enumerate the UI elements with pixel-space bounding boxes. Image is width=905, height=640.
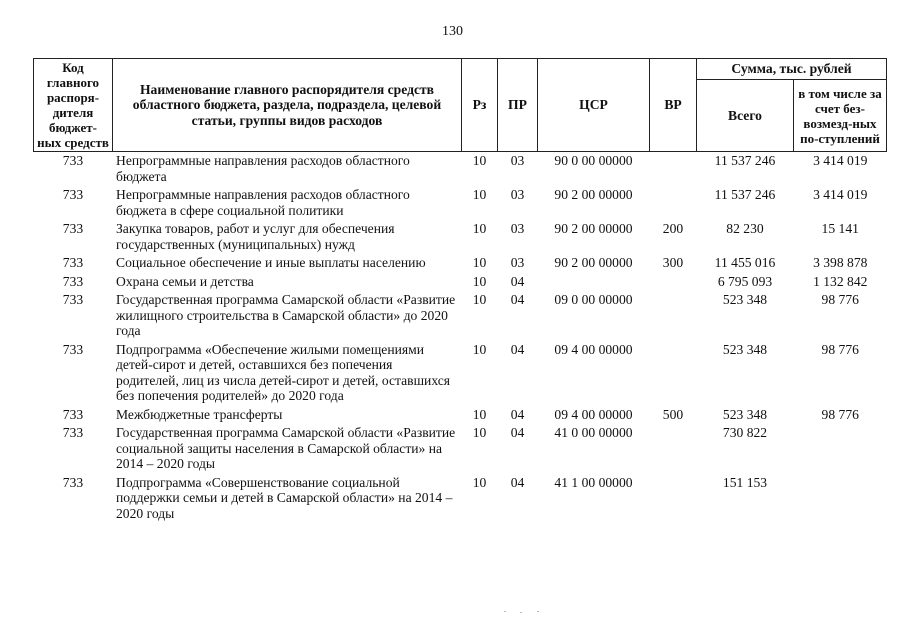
- header-name: Наименование главного распорядителя средств областного бюджета, раздела, подраздела, целевой статьи, группы видов расходов: [113, 59, 462, 152]
- row-csr: 09 4 00 00000: [554, 341, 633, 357]
- table-row: [34, 254, 887, 273]
- row-rz: 10: [472, 187, 487, 202]
- row-rz: 10: [472, 255, 487, 270]
- header-code: Код главного распоря-дителя бюджет-ных средств: [34, 59, 113, 152]
- row-csr: 90 2 00 00000: [554, 221, 633, 236]
- row-vr: [650, 273, 697, 292]
- table-row: [34, 291, 887, 341]
- row-free: 3 414 019: [813, 187, 868, 202]
- row-rz: 10: [472, 292, 487, 307]
- row-free: 98 776: [821, 292, 859, 307]
- row-free: 98 776: [821, 341, 859, 357]
- row-total: 730 822: [722, 425, 768, 440]
- row-pr: 04: [510, 425, 525, 440]
- row-vr: 500: [662, 406, 684, 422]
- scan-speck: [520, 612, 522, 613]
- row-code: 733: [62, 292, 84, 307]
- row-rz: 10: [472, 273, 487, 289]
- row-free: 98 776: [821, 406, 859, 422]
- row-name: Охрана семьи и детства: [116, 273, 254, 289]
- table-row: [34, 220, 887, 254]
- row-vr: [650, 474, 697, 524]
- row-pr: 04: [510, 273, 525, 289]
- row-free: 3 414 019: [813, 153, 868, 168]
- row-total: 151 153: [722, 474, 768, 490]
- row-csr: 09 4 00 00000: [554, 406, 633, 422]
- header-csr: ЦСР: [538, 59, 650, 152]
- table-row: [34, 341, 887, 406]
- row-name: Непрограммные направления расходов областного бюджета: [116, 153, 410, 184]
- scan-speck: [537, 611, 539, 612]
- row-total: 11 537 246: [714, 153, 776, 168]
- row-csr: 41 0 00 00000: [554, 425, 633, 440]
- row-pr: 03: [510, 221, 525, 236]
- row-rz: 10: [472, 425, 487, 440]
- row-vr: [650, 424, 697, 474]
- row-free: 15 141: [821, 221, 859, 236]
- row-rz: 10: [472, 221, 487, 236]
- table-row: [34, 424, 887, 474]
- row-code: 733: [62, 425, 84, 440]
- row-total: 523 348: [722, 341, 768, 357]
- row-total: 523 348: [722, 406, 768, 422]
- row-code: 733: [62, 341, 84, 357]
- row-pr: 04: [510, 406, 525, 422]
- row-csr: 90 2 00 00000: [554, 255, 633, 270]
- row-pr: 03: [510, 187, 525, 202]
- row-pr: 04: [510, 474, 525, 490]
- row-name: Непрограммные направления расходов областного бюджета в сфере социальной политики: [116, 187, 410, 218]
- table-row: [34, 406, 887, 425]
- row-vr: 200: [662, 221, 684, 236]
- row-name: Закупка товаров, работ и услуг для обеспечения государственных (муниципальных) нужд: [116, 221, 395, 252]
- row-pr: 04: [510, 292, 525, 307]
- row-name: Социальное обеспечение и иные выплаты населению: [116, 255, 426, 270]
- row-code: 733: [62, 187, 84, 202]
- row-pr: 03: [510, 153, 525, 168]
- row-vr: 300: [662, 255, 684, 270]
- row-free: [794, 474, 887, 524]
- row-csr: 90 2 00 00000: [554, 187, 633, 202]
- page-number: 130: [442, 24, 463, 39]
- table-body: [34, 152, 887, 524]
- row-name: Межбюджетные трансферты: [116, 406, 283, 422]
- header-pr: ПР: [498, 59, 538, 152]
- header-vr: ВР: [650, 59, 697, 152]
- table-row: [34, 186, 887, 220]
- row-vr: [650, 291, 697, 341]
- row-csr: [538, 273, 650, 292]
- row-code: 733: [62, 153, 84, 168]
- row-pr: 04: [510, 341, 525, 357]
- row-vr: [650, 341, 697, 406]
- row-code: 733: [62, 474, 84, 490]
- row-name: Государственная программа Самарской области «Развитие жилищного строительства в Самарской области» до 2020 года: [116, 292, 456, 338]
- row-code: 733: [62, 221, 84, 236]
- scan-speck: [504, 611, 506, 612]
- header-free: в том числе за счет без-возмезд-ных по-ступлений: [794, 80, 887, 152]
- row-total: 82 230: [726, 221, 764, 236]
- row-vr: [650, 152, 697, 187]
- row-vr: [650, 186, 697, 220]
- table-row: [34, 152, 887, 187]
- header-total: Всего: [697, 80, 794, 152]
- row-csr: 09 0 00 00000: [554, 292, 633, 307]
- row-free: [794, 424, 887, 474]
- header-rz: Рз: [462, 59, 498, 152]
- row-csr: 41 1 00 00000: [554, 474, 633, 490]
- row-csr: 90 0 00 00000: [554, 153, 633, 168]
- row-free: 3 398 878: [813, 255, 868, 270]
- row-total: 523 348: [722, 292, 768, 307]
- budget-table: [33, 58, 887, 523]
- row-rz: 10: [472, 153, 487, 168]
- table-row: [34, 273, 887, 292]
- table-row: [34, 474, 887, 524]
- row-rz: 10: [472, 406, 487, 422]
- row-name: Подпрограмма «Совершенствование социальной поддержки семьи и детей в Самарской области» на 2014 – 2020 годы: [116, 474, 453, 521]
- row-pr: 03: [510, 255, 525, 270]
- row-code: 733: [62, 255, 84, 270]
- row-total: 11 455 016: [714, 255, 776, 270]
- row-total: 6 795 093: [717, 273, 773, 289]
- row-code: 733: [62, 273, 84, 289]
- row-code: 733: [62, 406, 84, 422]
- row-free: 1 132 842: [813, 273, 868, 289]
- row-rz: 10: [472, 341, 487, 357]
- row-total: 11 537 246: [714, 187, 776, 202]
- row-name: Подпрограмма «Обеспечение жилыми помещениями детей-сирот и детей, оставшихся без попечения родителей, лиц из числа детей-сирот и детей, оставшихся без попечения родителей» до 2020 года: [116, 341, 451, 403]
- row-rz: 10: [472, 474, 487, 490]
- header-sum-group: Сумма, тыс. рублей: [697, 59, 887, 80]
- row-name: Государственная программа Самарской области «Развитие социальной защиты населения в Самарской области» на 2014 – 2020 годы: [116, 425, 456, 471]
